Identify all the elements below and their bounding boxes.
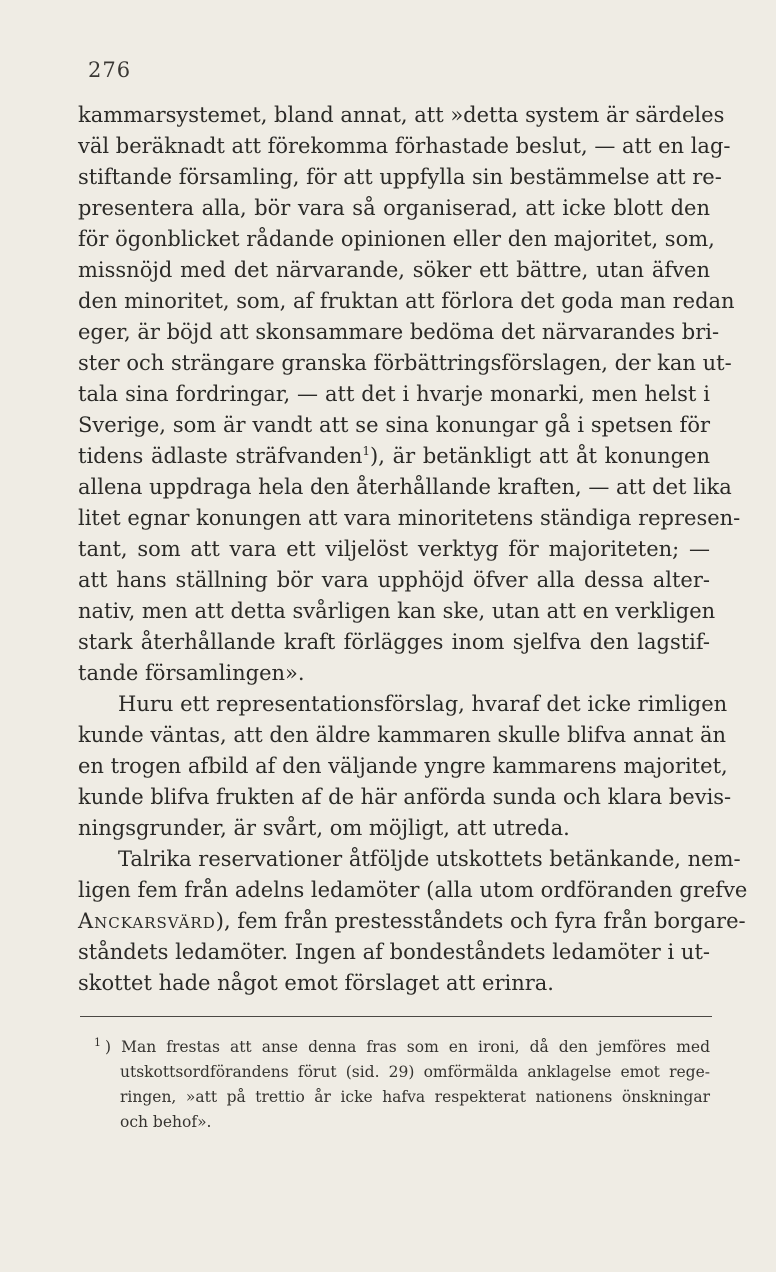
paragraph-first-line: Huru ett representationsförslag, hvaraf det icke rimligen (118, 692, 728, 716)
text-line: ster och strängare granska förbättringsförslagen, der kan ut- (78, 351, 732, 375)
text-line: kunde väntas, att den äldre kammaren skulle blifva annat än (78, 723, 727, 747)
text-line: den minoritet, som, af fruktan att förlora det goda man redan (78, 289, 735, 313)
text-line: en trogen afbild af den väljande yngre kammarens majoritet, (78, 754, 728, 778)
text-segment: ), fem från prestesståndets och fyra från borgare- (215, 909, 746, 933)
footnote-text: Man frestas att anse denna fras som en ironi, då den jemföres med (121, 1038, 710, 1056)
text-line: väl beräknadt att förekomma förhastade beslut, — att en lag- (78, 134, 731, 158)
text-line: nativ, men att detta svårligen kan ske, utan att en verkligen (78, 599, 716, 623)
paragraph-first-line: Talrika reservationer åtföljde utskottets betänkande, nem- (118, 847, 741, 871)
footnote (80, 1035, 710, 1135)
footnote-marker: ) (105, 1038, 112, 1056)
footnote-line (80, 1035, 710, 1060)
text-line: tala sina fordringar, — att det i hvarje monarki, men helst i (78, 382, 710, 406)
text-segment: ), är betänkligt att åt konungen (370, 444, 710, 468)
text-line: missnöjd med det närvarande, söker ett bättre, utan äfven (78, 258, 710, 282)
text-segment: tidens ädlaste sträfvanden (78, 444, 363, 468)
text-line: att hans ställning bör vara upphöjd öfver alla dessa alter- (78, 568, 710, 592)
text-line: tande församlingen». (78, 661, 305, 685)
text-line: ningsgrunder, är svårt, om möjligt, att utreda. (78, 816, 570, 840)
body-text (78, 100, 748, 999)
footnote-line: och behof». (120, 1113, 212, 1131)
text-line: allena uppdraga hela den återhållande kraften, — att det lika (78, 475, 732, 499)
text-line: eger, är böjd att skonsammare bedöma det närvarandes bri- (78, 320, 720, 344)
text-line: stark återhållande kraft förlägges inom sjelfva den lagstif- (78, 630, 710, 654)
text-line: kammarsystemet, bland annat, att »detta system är särdeles (78, 103, 725, 127)
text-line: tant, som att vara ett viljelöst verktyg för majoriteten; — (78, 537, 710, 561)
person-name: Anckarsvärd (78, 909, 216, 933)
footnote-marker-number: 1 (94, 1036, 101, 1049)
text-line: litet egnar konungen att vara minoritetens ständiga represen- (78, 506, 741, 530)
text-line: kunde blifva frukten af de här anförda sunda och klara bevis- (78, 785, 732, 809)
text-line: stiftande församling, för att uppfylla sin bestämmelse att re- (78, 165, 722, 189)
text-line: Sverige, som är vandt att se sina konungar gå i spetsen för (78, 413, 710, 437)
text-line: presentera alla, bör vara så organiserad, att icke blott den (78, 196, 710, 220)
page-number: 276 (88, 58, 132, 82)
footnote-reference[interactable]: 1 (362, 444, 371, 458)
text-line-with-name (78, 906, 746, 937)
text-line: skottet hade något emot förslaget att erinra. (78, 971, 554, 995)
text-line-with-footnote-ref (78, 441, 710, 472)
footnote-line: utskottsordförandens förut (sid. 29) omförmälda anklagelse emot rege- (120, 1063, 710, 1081)
text-line: för ögonblicket rådande opinionen eller den majoritet, som, (78, 227, 715, 251)
footnote-divider (80, 1016, 712, 1017)
text-line: ståndets ledamöter. Ingen af bondeståndets ledamöter i ut- (78, 940, 710, 964)
footnote-line: ringen, »att på trettio år icke hafva respekterat nationens önskningar (120, 1088, 710, 1106)
text-line: ligen fem från adelns ledamöter (alla utom ordföranden grefve (78, 878, 748, 902)
